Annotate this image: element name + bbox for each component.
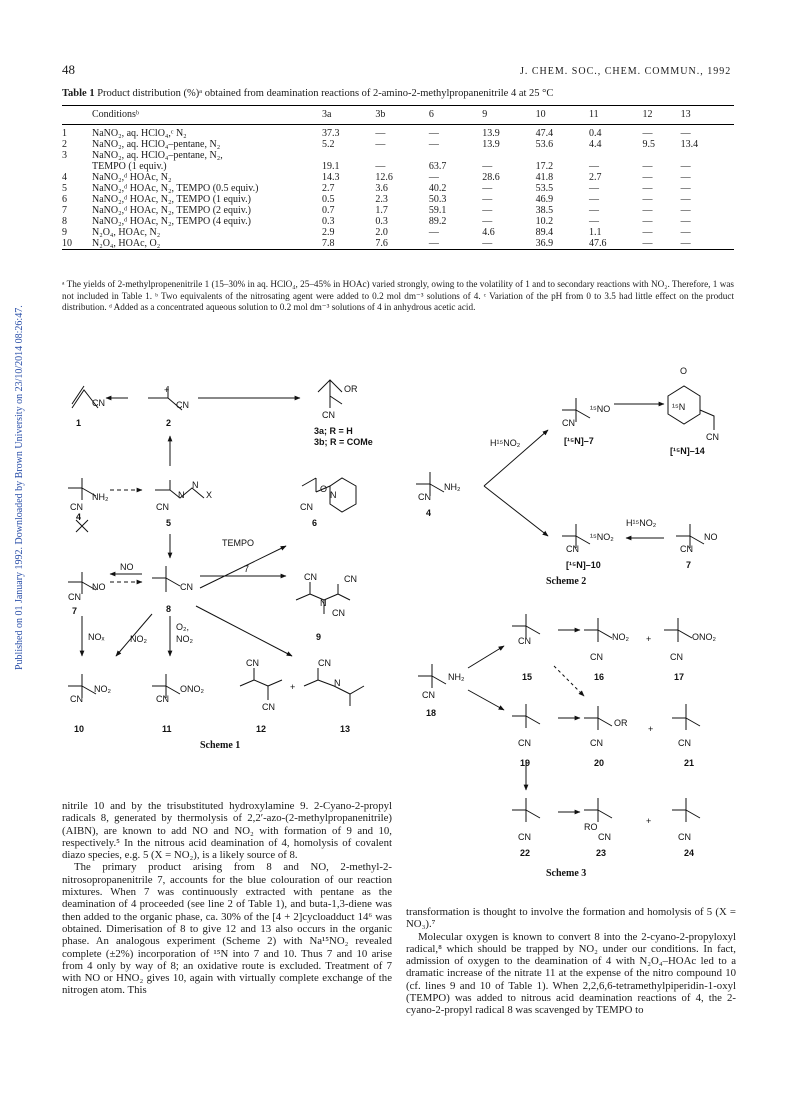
s1-or-3: OR — [344, 384, 358, 394]
table-cell: 50.3 — [428, 194, 447, 205]
table-cell: 9.5 — [642, 139, 655, 150]
table-cell: 53.5 — [535, 183, 554, 194]
s1-no-7: NO — [92, 582, 106, 592]
table-cell: NaNO₂, aq. HClO₄–pentane, N₂ — [92, 139, 221, 150]
s1-label-1: 1 — [76, 418, 82, 428]
table-cell: — — [428, 238, 439, 249]
table-cell: — — [482, 183, 493, 194]
s2-15n-14: ¹⁵N — [672, 402, 686, 412]
body-column-left — [62, 800, 392, 997]
s3-label-22: 22 — [520, 848, 531, 858]
page-number: 48 — [62, 62, 75, 77]
table-cell: TEMPO (1 equiv.) — [92, 161, 167, 172]
table-cell: 2.9 — [322, 227, 335, 238]
table-cell: NaNO₂,ᵈ HOAc, N₂, TEMPO (0.5 equiv.) — [92, 183, 259, 194]
table-cell: — — [589, 161, 600, 172]
struct-s3-24-lines — [672, 798, 700, 822]
s1-label-4: 4 — [76, 512, 82, 522]
s1-nh2-4: NH₂ — [92, 492, 109, 502]
col1-para-1: nitrile 10 and by the trisubstituted hydroxylamine 9. 2-Cyano-2-propyl radicals 8, generated by thermolysis of 2,2′-azo-(2-methylpropanenitrile) (AIBN), are known to add NO and NO₂ with formation of 9 and 10, respectively.⁵ In the nitrous acid deamination of 4, homolysis of covalent diazo species, e.g. 5 (X = NO₂), is a likely source of 8. — [62, 800, 392, 862]
table-cell: — — [375, 161, 386, 172]
s2-nh2-4: NH₂ — [444, 482, 461, 492]
arrow-18-to-15 — [468, 646, 504, 668]
s2-label-4: 4 — [426, 508, 432, 518]
s3-cn-23: CN — [598, 832, 611, 842]
table-cell: 36.9 — [535, 238, 554, 249]
s1-label-3b: 3b; R = COMe — [314, 437, 373, 447]
table-footnotes: ᵃ The yields of 2-methylpropenenitrile 1 (15–30% in aq. HClO₄, 25–45% in HOAc) varied strongly, owing to the volatility of 1 and to secondary reactions with NO₂. Therefore, 1 was not included in Table 1. ᵇ Two equivalents of the nitrosating agent were added to 0.2 mol dm⁻³ solutions of 4. ᶜ Variation of the pH from 0 to 3.5 had little effect on the product distribution. ᵈ Added as a concentrated aqueous solution to 0.2 mol dm⁻³ solutions of 4 in anhydrous acetic acid. — [62, 279, 734, 312]
s2-cn-7: CN — [680, 544, 693, 554]
struct-s3-20-lines — [584, 706, 612, 730]
table-cell: 37.3 — [322, 128, 340, 139]
table-caption-label: Table 1 — [62, 88, 95, 99]
table-cell: — — [680, 172, 691, 183]
table-cell: 89.2 — [428, 216, 447, 227]
s3-ono2-17: ONO₂ — [692, 632, 716, 642]
s3-label-16: 16 — [594, 672, 605, 682]
table-cell: — — [589, 216, 600, 227]
scheme3-title: Scheme 3 — [546, 868, 587, 879]
table-cell: N₂O₄, HOAc, O₂ — [92, 238, 161, 249]
s1-n-6: N — [330, 490, 337, 500]
table-cell: 47.4 — [535, 128, 554, 139]
s2-label-n10: [¹⁵N]–10 — [566, 560, 601, 570]
table-header-cell: 11 — [589, 109, 599, 120]
table-cell: — — [482, 205, 493, 216]
s1-cn-5: CN — [156, 502, 169, 512]
s1-cn-10: CN — [70, 694, 83, 704]
table-cell: 59.1 — [428, 205, 447, 216]
table-cell: 53.6 — [535, 139, 554, 150]
table-cell: 13.9 — [482, 128, 500, 139]
s1-reagent-no2b: NO₂ — [176, 634, 193, 644]
s3-label-17: 17 — [674, 672, 685, 682]
table-cell: 8 — [62, 216, 67, 227]
table-cell: — — [482, 194, 493, 205]
s1-reagent-no2a: NO₂ — [130, 634, 147, 644]
table-header-cell: 10 — [535, 109, 546, 120]
s1-reagent-no: NO — [120, 562, 134, 572]
scheme2-title: Scheme 2 — [546, 576, 587, 587]
s3-no2-16: NO₂ — [612, 632, 629, 642]
s1-cn-9c: CN — [332, 608, 345, 618]
s3-plus-16: + — [646, 634, 652, 644]
s1-reagent-nox: NOₓ — [88, 632, 105, 642]
s1-plus-2: + — [164, 385, 170, 395]
table-cell: — — [589, 194, 600, 205]
table-cell: 1.1 — [589, 227, 602, 238]
table-cell: 63.7 — [428, 161, 447, 172]
table-cell: — — [642, 128, 653, 139]
table-cell: 2 — [62, 139, 67, 150]
s2-cn-4: CN — [418, 492, 431, 502]
s1-cn-6: CN — [300, 502, 313, 512]
table-cell: 10 — [62, 238, 72, 249]
s1-cn-13: CN — [318, 658, 331, 668]
table-cell: — — [680, 128, 691, 139]
table-cell: — — [428, 172, 439, 183]
s1-cn-9b: CN — [344, 574, 357, 584]
s1-cn-12b: CN — [262, 702, 275, 712]
table-cell: 7 — [62, 205, 67, 216]
table-cell: — — [375, 139, 386, 150]
table-cell: 2.3 — [375, 194, 388, 205]
s3-cn-15: CN — [518, 636, 531, 646]
s1-cn-12a: CN — [246, 658, 259, 668]
table-cell: NaNO₂,ᵈ HOAc, N₂, TEMPO (2 equiv.) — [92, 205, 251, 216]
table-cell: — — [589, 205, 600, 216]
s2-reagent-b: H¹⁵NO₂ — [626, 518, 657, 528]
s3-cn-21: CN — [678, 738, 691, 748]
struct-3-lines — [318, 380, 342, 408]
s1-label-6: 6 — [312, 518, 318, 528]
table-cell: N₂O₄, HOAc, N₂ — [92, 227, 161, 238]
s1-reagent-o2: O₂, — [176, 622, 189, 632]
table-cell: — — [428, 139, 439, 150]
s2-15no2: ¹⁵NO₂ — [590, 532, 614, 542]
table-cell: 3 — [62, 150, 67, 161]
s1-reagent-7: 7 — [244, 564, 250, 574]
table-cell: — — [642, 172, 653, 183]
table-cell: — — [680, 183, 691, 194]
s3-cn-20: CN — [590, 738, 603, 748]
s3-cn-17: CN — [670, 652, 683, 662]
table-cell: — — [642, 194, 653, 205]
table-cell: 89.4 — [535, 227, 554, 238]
table-cell: 7.8 — [322, 238, 335, 249]
table-cell: NaNO₂,ᵈ HOAc, N₂, TEMPO (4 equiv.) — [92, 216, 251, 227]
s3-label-18: 18 — [426, 708, 437, 718]
table-header-cell: 3b — [375, 109, 386, 120]
table-cell: — — [642, 238, 653, 249]
s3-label-20: 20 — [594, 758, 605, 768]
s3-nh2-18: NH₂ — [448, 672, 465, 682]
s1-x-5: X — [206, 490, 213, 500]
table-cell: — — [482, 216, 493, 227]
s1-cn-3: CN — [322, 410, 335, 420]
table-cell: — — [642, 161, 653, 172]
table-cell: 0.4 — [589, 128, 602, 139]
s1-cn-11: CN — [156, 694, 169, 704]
table-cell: 46.9 — [535, 194, 554, 205]
s3-label-23: 23 — [596, 848, 607, 858]
s1-n-9: N — [320, 598, 327, 608]
table-cell: — — [642, 183, 653, 194]
table-header-cell: 12 — [642, 109, 653, 120]
table-cell: 14.3 — [322, 172, 340, 183]
s3-label-15: 15 — [522, 672, 533, 682]
table-cell: — — [428, 128, 439, 139]
table-cell: — — [680, 227, 691, 238]
table-cell: — — [375, 128, 386, 139]
table-cell: 10.2 — [535, 216, 554, 227]
s1-cn-7: CN — [68, 592, 81, 602]
struct-s3-16-lines — [584, 618, 612, 642]
col1-para-2: The primary product arising from 8 and NO, 2-methyl-2-nitrosopropanenitrile 7, accounts for the blue colouration of our reaction mixtures. When 7 was continuously extracted with pentane as the deamination of 4 proceeded (see line 2 of Table 1), and buta-1,3-diene was then added to the organic phase, ca. 30% of the [4 + 2]cycloadduct 14⁶ was obtained. Dimerisation of 8 to give 12 and 13 also occurs in the organic phase. An analogous experiment (Scheme 2) with Na¹⁵NO₂ revealed complete (±2%) incorporation of ¹⁵N into 7 and 10. Thus 7 and 10 arise from 4 only by way of 8; an oxidative route is excluded. Treatment of 7 with NO or HNO₂ gives 10, again with virtually complete exchange of the nitrogen atom. This — [62, 861, 392, 997]
table-cell: — — [642, 216, 653, 227]
arrow-8-to-12 — [196, 606, 292, 656]
table-cell: 0.3 — [322, 216, 335, 227]
s2-cn-14: CN — [706, 432, 719, 442]
table-cell: 28.6 — [482, 172, 500, 183]
s2-label-7: 7 — [686, 560, 692, 570]
table-cell: 13.4 — [680, 139, 699, 150]
table-cell: — — [680, 161, 691, 172]
struct-s3-23-lines — [584, 798, 612, 822]
table-cell: — — [680, 194, 691, 205]
col2-para-1: transformation is thought to involve the formation and homolysis of 5 (X = NO₃).⁷ — [406, 906, 736, 931]
table-cell: 3.6 — [375, 183, 388, 194]
table-cell: 2.0 — [375, 227, 388, 238]
s1-cn-4: CN — [70, 502, 83, 512]
table-cell: — — [642, 205, 653, 216]
struct-12-lines — [240, 668, 282, 700]
s1-n-5b: N — [192, 480, 199, 490]
s2-cn-n10: CN — [566, 544, 579, 554]
s1-n-5a: N — [178, 490, 185, 500]
s1-label-8: 8 — [166, 604, 172, 614]
arrow-18-to-19 — [468, 690, 504, 710]
s3-cn-22: CN — [518, 832, 531, 842]
s1-cn-9a: CN — [304, 572, 317, 582]
s3-cn-19: CN — [518, 738, 531, 748]
struct-s3-18-lines — [418, 664, 446, 688]
s3-plus-20: + — [648, 724, 654, 734]
table-cell: 19.1 — [322, 161, 340, 172]
table-header-cell: 6 — [428, 109, 434, 120]
s2-no-7: NO — [704, 532, 718, 542]
struct-s3-17-lines — [664, 618, 692, 642]
struct-s3-15-lines — [512, 614, 540, 638]
s1-n-13: N — [334, 678, 341, 688]
table-cell: 5.2 — [322, 139, 335, 150]
s3-label-24: 24 — [684, 848, 695, 858]
col2-para-2: Molecular oxygen is known to convert 8 into the 2-cyano-2-propyloxyl radical,⁸ which should be trapped by NO₂ under our conditions. In fact, admission of oxygen to the deamination of 4 with N₂O₄–HOAc led to a dramatic increase of the nitrate 11 at the expense of the nitro compound 10 (cf. lines 9 and 10 of Table 1). When 2,2,6,6-tetramethylpiperidin-1-oxyl (TEMPO) was added to nitrous acid deamination reactions of 4, the 2-cyano-2-propyl radical 8 was scavenged by TEMPO to — [406, 930, 736, 1017]
s3-plus-23: + — [646, 816, 652, 826]
s1-label-13: 13 — [340, 724, 351, 734]
s1-plus-12: + — [290, 682, 296, 692]
journal-header: J. CHEM. SOC., CHEM. COMMUN., 1992 — [520, 66, 732, 77]
table-cell: 9 — [62, 227, 67, 238]
s3-cn-24: CN — [678, 832, 691, 842]
table-cell: 4 — [62, 172, 67, 183]
s1-label-7: 7 — [72, 606, 78, 616]
sidebar-text: Published on 01 January 1992. Downloaded by Brown University on 23/10/2014 08:26:47. — [14, 305, 25, 670]
table-cell: 38.5 — [535, 205, 554, 216]
s1-label-9: 9 — [316, 632, 322, 642]
s1-label-11: 11 — [162, 724, 172, 734]
s1-reagent-tempo: TEMPO — [222, 538, 255, 548]
table-cell: — — [589, 183, 600, 194]
table-cell: 0.7 — [322, 205, 335, 216]
s2-cn-n7: CN — [562, 418, 575, 428]
s1-o-6: O — [320, 484, 328, 494]
s3-label-21: 21 — [684, 758, 695, 768]
s1-ono2-11: ONO₂ — [180, 684, 204, 694]
s1-label-2: 2 — [166, 418, 172, 428]
struct-8-lines — [152, 566, 180, 592]
s2-label-n14: [¹⁵N]–14 — [670, 446, 705, 456]
arrow-4-to-n10 — [484, 486, 548, 536]
scheme1-title: Scheme 1 — [200, 740, 241, 751]
arrow-15-to-20 — [554, 666, 584, 696]
s2-15no: ¹⁵NO — [590, 404, 611, 414]
table-cell: 1 — [62, 128, 67, 139]
table-header-cell: 13 — [680, 109, 691, 120]
table-cell: 4.6 — [482, 227, 495, 238]
table-cell: — — [482, 161, 493, 172]
s3-cn-16: CN — [590, 652, 603, 662]
body-column-right — [406, 906, 736, 1017]
table-cell: 40.2 — [428, 183, 447, 194]
table-header-cell: 3a — [322, 109, 332, 120]
table-cell: 2.7 — [589, 172, 602, 183]
s1-label-10: 10 — [74, 724, 85, 734]
table-cell: — — [680, 238, 691, 249]
table-header-cell: Conditionsᵇ — [92, 109, 139, 120]
arrow-8-to-6 — [200, 546, 286, 588]
table-header-cell: 9 — [482, 109, 488, 120]
table-cell: — — [482, 238, 493, 249]
table-cell: 0.5 — [322, 194, 335, 205]
s1-label-3a: 3a; R = H — [314, 426, 353, 436]
table-cell: NaNO₂,ᵈ HOAc, N₂ — [92, 172, 172, 183]
s3-or-20: OR — [614, 718, 628, 728]
struct-s3-19-lines — [512, 704, 540, 728]
table-cell: — — [680, 216, 691, 227]
s1-cn-1: CN — [92, 398, 105, 408]
table-cell: 17.2 — [535, 161, 554, 172]
table-cell: 41.8 — [535, 172, 554, 183]
table-cell: — — [428, 227, 439, 238]
scheme-lines — [68, 380, 714, 822]
table-cell: 12.6 — [375, 172, 393, 183]
table-cell: — — [642, 227, 653, 238]
struct-s3-21-lines — [672, 704, 700, 730]
struct-s3-22-lines — [512, 798, 540, 822]
table-cell: 47.6 — [589, 238, 607, 249]
s1-label-5: 5 — [166, 518, 172, 528]
table-cell: 5 — [62, 183, 67, 194]
s2-label-n7: [¹⁵N]–7 — [564, 436, 594, 446]
table-cell: 4.4 — [589, 139, 602, 150]
table-cell: 7.6 — [375, 238, 388, 249]
table-cell: 6 — [62, 194, 67, 205]
s3-label-19: 19 — [520, 758, 531, 768]
table-caption-text: Product distribution (%)ᵃ obtained from deamination reactions of 2-amino-2-methylpropanenitrile 4 at 25 °C — [97, 88, 554, 99]
table-cell: 0.3 — [375, 216, 388, 227]
s3-cn-18: CN — [422, 690, 435, 700]
table-cell: — — [680, 205, 691, 216]
table-cell: 1.7 — [375, 205, 388, 216]
table-cell: NaNO₂, aq. HClO₄,ᶜ N₂ — [92, 128, 187, 139]
table-cell: 2.7 — [322, 183, 335, 194]
s1-cn-8: CN — [180, 582, 193, 592]
table-cell: NaNO₂,ᵈ HOAc, N₂, TEMPO (1 equiv.) — [92, 194, 251, 205]
table-cell: NaNO₂, aq. HClO₄–pentane, N₂, — [92, 150, 223, 161]
s2-o-14: O — [680, 366, 688, 376]
s1-label-12: 12 — [256, 724, 267, 734]
s2-reagent-a: H¹⁵NO₂ — [490, 438, 521, 448]
s1-cn-2: CN — [176, 400, 189, 410]
s1-no2-10: NO₂ — [94, 684, 111, 694]
table-cell: 13.9 — [482, 139, 500, 150]
s3-ro-23: RO — [584, 822, 598, 832]
